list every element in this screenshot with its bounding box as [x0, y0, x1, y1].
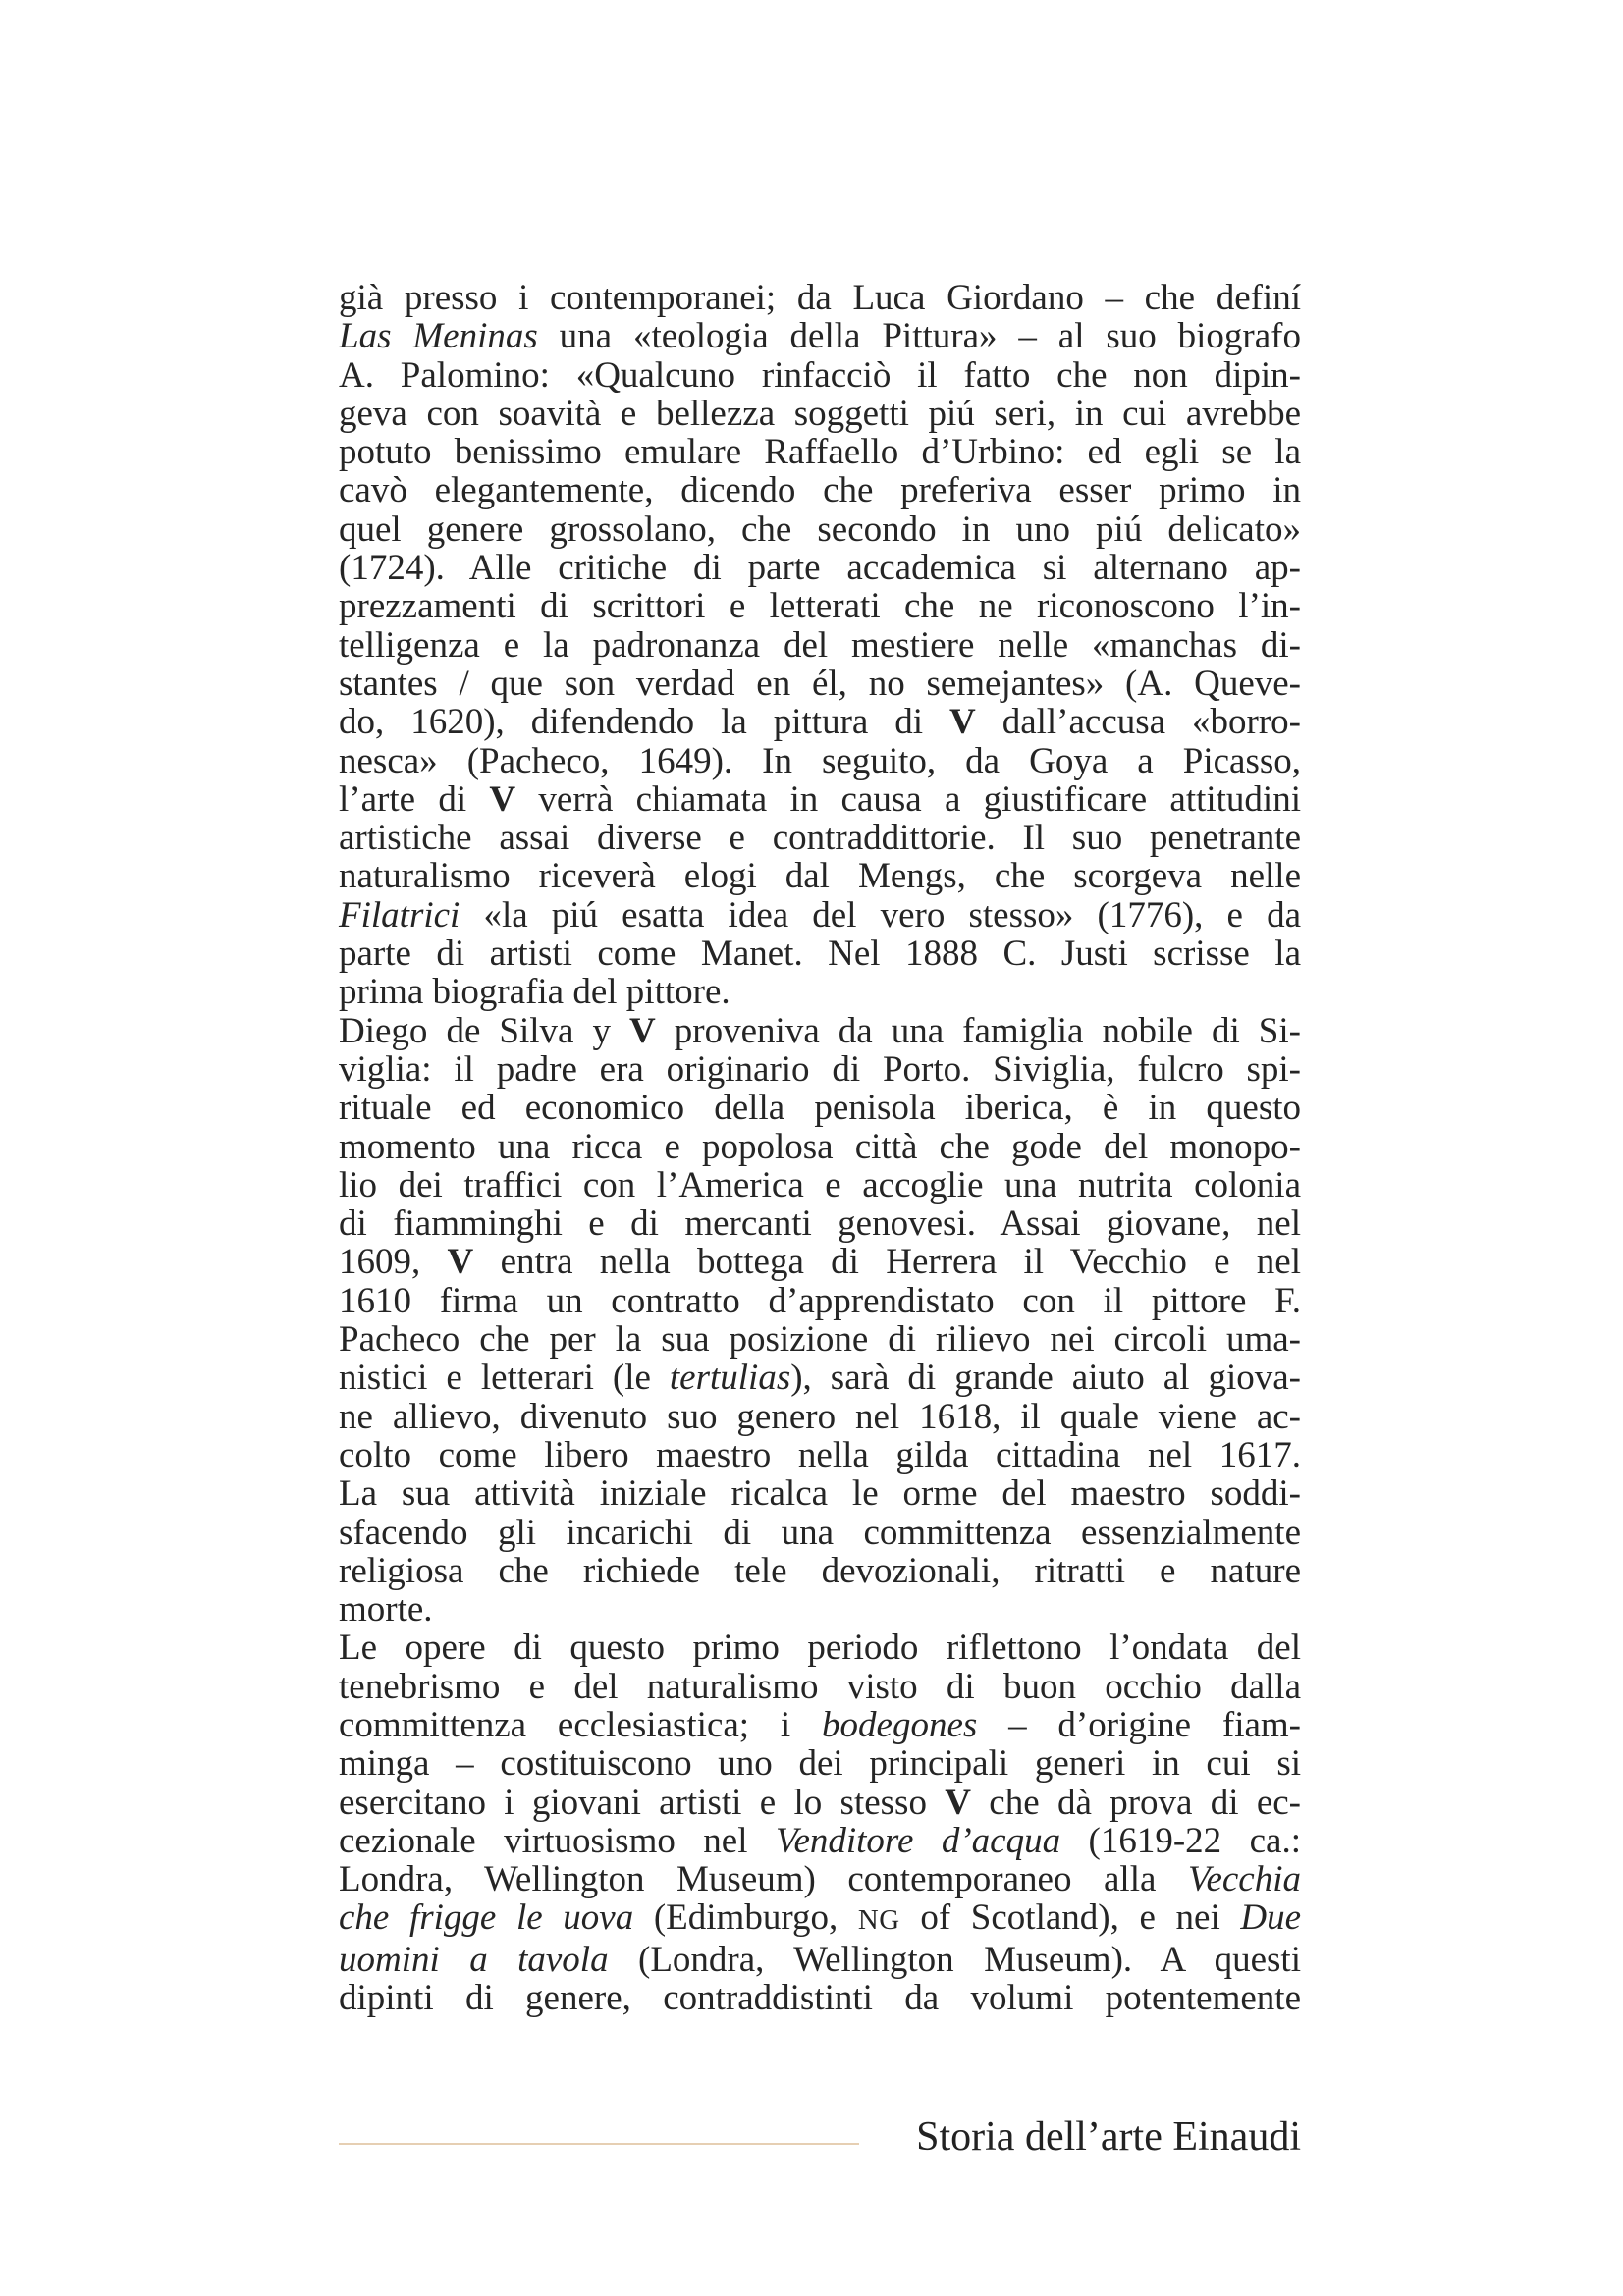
text-segment: (1724). Alle critiche di parte accademica si alternano ap-: [339, 548, 1301, 589]
text-segment: do, 1620), difendendo la pittura di: [339, 702, 950, 743]
text-line: [339, 1089, 1301, 1127]
text-line: [339, 1050, 1301, 1089]
text-line: [339, 1012, 1301, 1050]
text-segment: tenebrismo e del naturalismo visto di buon occhio dalla: [339, 1666, 1301, 1707]
text-line: [339, 742, 1301, 780]
text-segment: l’arte di: [339, 778, 490, 820]
text-line: [339, 973, 1301, 1011]
text-segment: (Edimburgo,: [633, 1897, 858, 1939]
text-segment: V: [489, 778, 516, 820]
text-segment: colto come libero maestro nella gilda cittadina nel 1617.: [339, 1434, 1301, 1475]
text-segment: – d’origine fiam-: [977, 1704, 1301, 1745]
text-segment: di fiamminghi e di mercanti genovesi. Assai giovane, nel: [339, 1203, 1301, 1245]
text-segment: artistiche assai diverse e contraddittorie. Il suo penetrante: [339, 818, 1301, 859]
text-line: [339, 1243, 1301, 1281]
text-line: [339, 1282, 1301, 1320]
text-segment: Filatrici: [339, 894, 460, 935]
text-segment: prima biografia del pittore.: [339, 972, 730, 1013]
text-line: [339, 1784, 1301, 1822]
text-segment: Venditore d’acqua: [775, 1820, 1061, 1861]
text-segment: 1609,: [339, 1242, 448, 1283]
text-segment: of Scotland), e nei: [899, 1897, 1241, 1939]
text-line: [339, 433, 1301, 471]
text-segment: verrà chiamata in causa a giustificare attitudini: [515, 778, 1301, 820]
text-line: [339, 1398, 1301, 1436]
text-segment: morte.: [339, 1589, 433, 1630]
text-segment: (1619-22 ca.:: [1060, 1820, 1301, 1861]
text-segment: Las Meninas: [339, 316, 538, 357]
text-line: [339, 1668, 1301, 1706]
text-line: [339, 780, 1301, 819]
text-segment: Le opere di questo primo periodo riflettono l’ondata del: [339, 1628, 1301, 1669]
footer-rule: [339, 2143, 859, 2145]
text-line: [339, 549, 1301, 587]
text-segment: Diego de Silva y: [339, 1010, 630, 1051]
text-line: [339, 626, 1301, 665]
text-segment: che dà prova di ec-: [971, 1782, 1301, 1823]
text-segment: potuto benissimo emulare Raffaello d’Urbino: ed egli se la: [339, 432, 1301, 473]
text-segment: «la piú esatta idea del vero stesso» (1776), e da: [460, 894, 1301, 935]
text-segment: quel genere grossolano, che secondo in uno piú delicato»: [339, 508, 1301, 550]
text-segment: committenza ecclesiastica; i: [339, 1704, 823, 1745]
text-segment: naturalismo riceverà elogi dal Mengs, che scorgeva nelle: [339, 856, 1301, 897]
text-segment: stantes / que son verdad en él, no semejantes» (A. Queve-: [339, 663, 1301, 704]
text-segment: (Londra, Wellington Museum). A questi: [608, 1939, 1301, 1980]
text-line: [339, 665, 1301, 703]
text-line: [339, 1204, 1301, 1243]
text-line: [339, 1979, 1301, 2017]
text-line: [339, 1128, 1301, 1166]
text-line: [339, 1436, 1301, 1474]
text-segment: dall’accusa «borro-: [975, 702, 1301, 743]
text-segment: NG: [857, 1904, 900, 1937]
text-segment: A. Palomino: «Qualcuno rinfacciò il fatto che non dipin-: [339, 354, 1301, 396]
page-footer: [339, 2112, 1301, 2162]
text-line: [339, 1590, 1301, 1629]
text-segment: minga – costituiscono uno dei principali generi in cui si: [339, 1743, 1301, 1785]
text-segment: V: [945, 1782, 971, 1823]
text-line: [339, 934, 1301, 973]
text-segment: tertulias: [669, 1358, 791, 1399]
text-line: [339, 1706, 1301, 1744]
text-line: [339, 896, 1301, 934]
text-line: [339, 1860, 1301, 1898]
text-segment: telligenza e la padronanza del mestiere nelle «manchas di-: [339, 624, 1301, 666]
text-line: [339, 1166, 1301, 1204]
text-line: [339, 1359, 1301, 1397]
text-segment: religiosa che richiede tele devozionali, ritratti e nature: [339, 1550, 1301, 1591]
text-segment: Pacheco che per la sua posizione di rilievo nei circoli uma-: [339, 1319, 1301, 1361]
text-segment: V: [629, 1010, 656, 1051]
text-line: [339, 857, 1301, 895]
text-line: [339, 1552, 1301, 1590]
text-segment: rituale ed economico della penisola iberica, è in questo: [339, 1088, 1301, 1129]
text-line: [339, 1514, 1301, 1552]
text-line: [339, 1941, 1301, 1979]
text-segment: ne allievo, divenuto suo genero nel 1618, il quale viene ac-: [339, 1396, 1301, 1437]
text-segment: 1610 firma un contratto d’apprendistato con il pittore F.: [339, 1280, 1301, 1321]
text-segment: La sua attività iniziale ricalca le orme del maestro soddi-: [339, 1473, 1301, 1515]
text-segment: esercitano i giovani artisti e lo stesso: [339, 1782, 946, 1823]
text-segment: bodegones: [822, 1704, 978, 1745]
text-line: [339, 1744, 1301, 1783]
text-segment: dipinti di genere, contraddistinti da volumi potentemente: [339, 1978, 1301, 2019]
text-line: [339, 587, 1301, 625]
text-line: [339, 1898, 1301, 1940]
text-segment: nistici e letterari (le: [339, 1358, 670, 1399]
text-segment: entra nella bottega di Herrera il Vecchio e nel: [473, 1242, 1302, 1283]
text-segment: V: [447, 1242, 474, 1283]
text-segment: Due: [1240, 1897, 1301, 1939]
text-segment: viglia: il padre era originario di Porto. Siviglia, fulcro spi-: [339, 1048, 1301, 1090]
text-line: [339, 1474, 1301, 1513]
text-line: [339, 471, 1301, 509]
text-line: [339, 819, 1301, 857]
footer-title: Storia dell’arte Einaudi: [916, 2114, 1301, 2160]
text-segment: Vecchia: [1187, 1859, 1301, 1900]
text-line: [339, 1320, 1301, 1359]
text-segment: prezzamenti di scrittori e letterati che ne riconoscono l’in-: [339, 586, 1301, 627]
text-segment: ), sarà di grande aiuto al giova-: [790, 1358, 1301, 1399]
text-line: [339, 317, 1301, 355]
text-segment: uomini a tavola: [339, 1939, 609, 1980]
text-line: [339, 279, 1301, 317]
text-segment: cavò elegantemente, dicendo che preferiva esser primo in: [339, 470, 1301, 511]
text-segment: sfacendo gli incarichi di una committenza essenzialmente: [339, 1512, 1301, 1553]
text-line: [339, 356, 1301, 395]
text-segment: momento una ricca e popolosa città che gode del monopo-: [339, 1126, 1301, 1167]
text-segment: geva con soavità e bellezza soggetti piú seri, in cui avrebbe: [339, 393, 1301, 434]
text-segment: Londra, Wellington Museum) contemporaneo alla: [339, 1859, 1188, 1900]
text-line: [339, 703, 1301, 741]
text-line: [339, 1629, 1301, 1667]
body-text: [339, 279, 1301, 2017]
text-segment: cezionale virtuosismo nel: [339, 1820, 776, 1861]
text-line: [339, 510, 1301, 549]
text-segment: che frigge le uova: [339, 1897, 634, 1939]
text-segment: lio dei traffici con l’America e accoglie una nutrita colonia: [339, 1164, 1301, 1205]
text-line: [339, 395, 1301, 433]
text-segment: proveniva da una famiglia nobile di Si-: [655, 1010, 1301, 1051]
text-segment: nesca» (Pacheco, 1649). In seguito, da Goya a Picasso,: [339, 740, 1301, 781]
text-line: [339, 1822, 1301, 1860]
text-segment: parte di artisti come Manet. Nel 1888 C. Justi scrisse la: [339, 934, 1301, 975]
text-segment: V: [949, 702, 976, 743]
text-segment: già presso i contemporanei; da Luca Giordano – che definí: [339, 278, 1301, 318]
text-segment: una «teologia della Pittura» – al suo biografo: [537, 316, 1301, 357]
